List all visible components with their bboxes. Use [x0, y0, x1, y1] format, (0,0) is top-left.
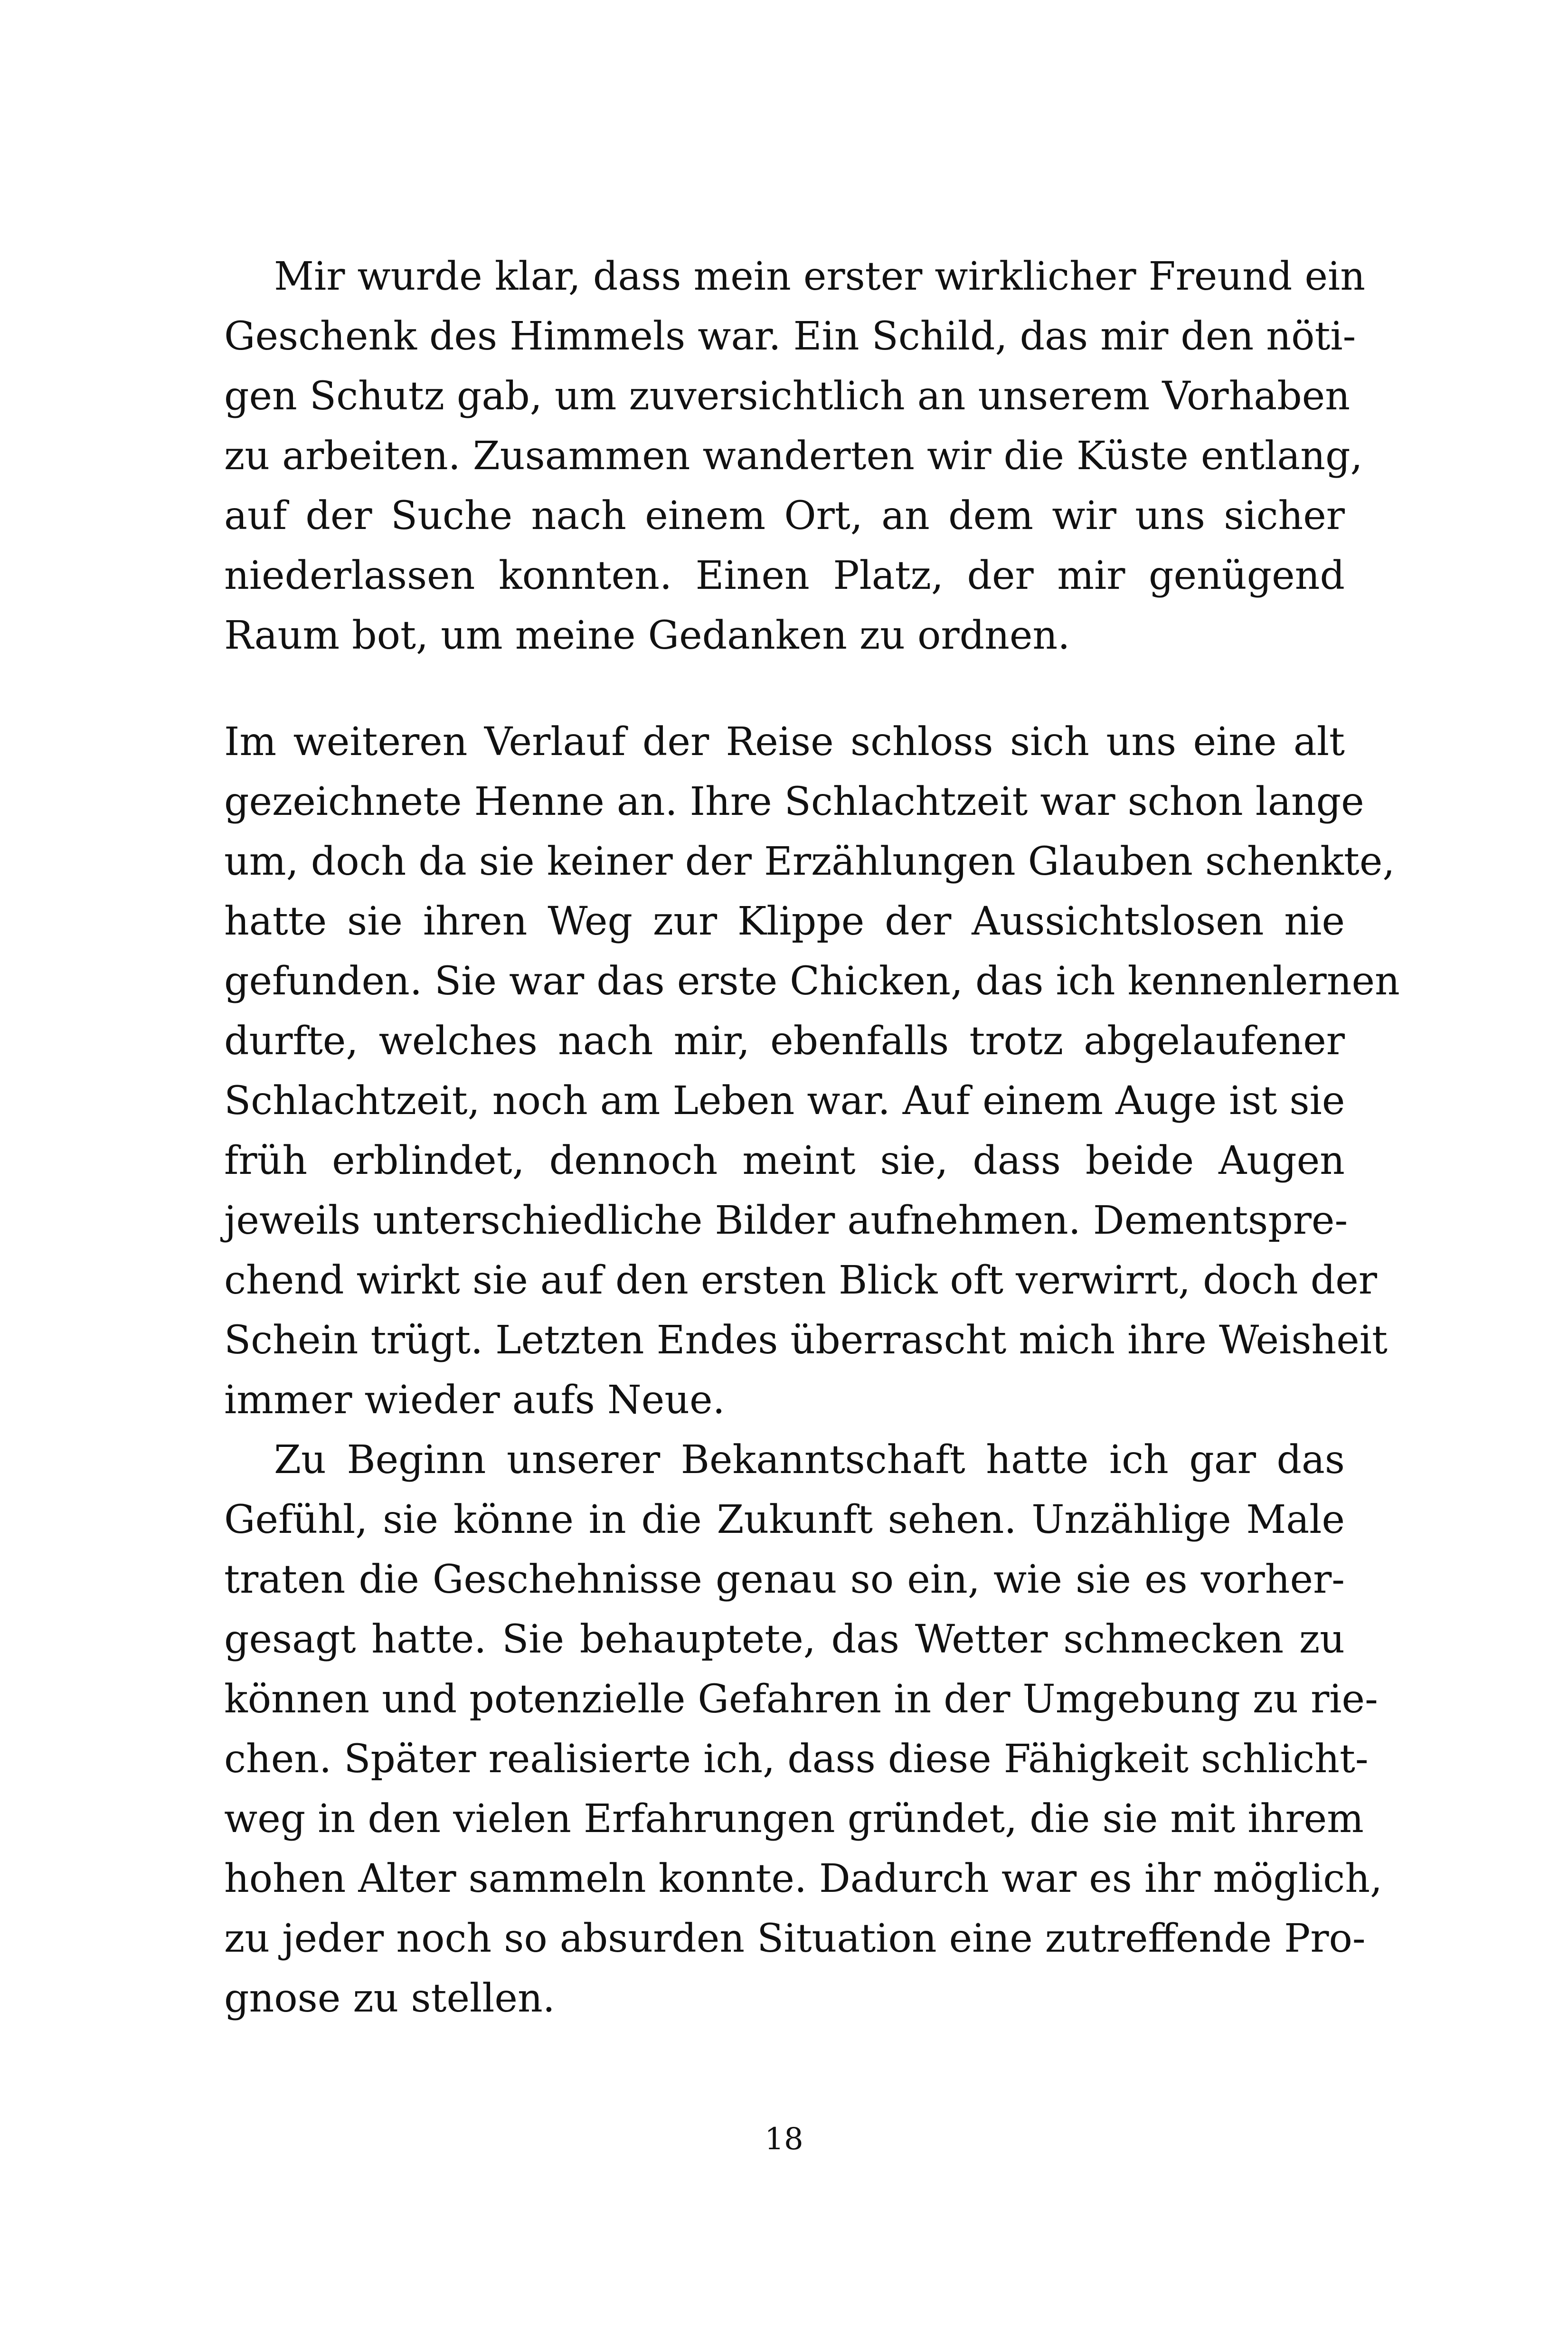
text-line: traten die Geschehnisse genau so ein, wie sie es vorher-	[224, 1557, 1345, 1602]
text-line: Im weiteren Verlauf der Reise schloss sich uns eine alt	[224, 719, 1345, 765]
text-line: Schlachtzeit, noch am Leben war. Auf einem Auge ist sie	[224, 1078, 1345, 1124]
text-line: jeweils unterschiedliche Bilder aufnehmen. Dementspre-	[224, 1198, 1348, 1243]
text-line: chen. Später realisierte ich, dass diese Fähigkeit schlicht-	[224, 1737, 1369, 1782]
text-line: hatte sie ihren Weg zur Klippe der Aussichtslosen nie	[224, 899, 1345, 944]
text-line: zu arbeiten. Zusammen wanderten wir die Küste entlang,	[224, 434, 1363, 479]
text-line: Raum bot, um meine Gedanken zu ordnen.	[224, 613, 1070, 658]
text-line: zu jeder noch so absurden Situation eine zutreffende Pro-	[224, 1916, 1366, 1961]
text-line: früh erblindet, dennoch meint sie, dass beide Augen	[224, 1138, 1345, 1183]
text-line: immer wieder aufs Neue.	[224, 1378, 725, 1423]
text-line: gefunden. Sie war das erste Chicken, das ich kennenlernen	[224, 959, 1400, 1004]
page-number: 18	[765, 2122, 803, 2157]
text-line: Gefühl, sie könne in die Zukunft sehen. Unzählige Male	[224, 1497, 1345, 1542]
text-line: gesagt hatte. Sie behauptete, das Wetter schmecken zu	[224, 1617, 1345, 1662]
text-line: Geschenk des Himmels war. Ein Schild, das mir den nöti-	[224, 314, 1356, 359]
text-line: können und potenzielle Gefahren in der Umgebung zu rie-	[224, 1677, 1378, 1722]
text-line: weg in den vielen Erfahrungen gründet, die sie mit ihrem	[224, 1796, 1364, 1842]
text-line: Zu Beginn unserer Bekanntschaft hatte ich gar das	[274, 1437, 1345, 1483]
text-line: hohen Alter sammeln konnte. Dadurch war es ihr möglich,	[224, 1856, 1383, 1901]
text-line: durfte, welches nach mir, ebenfalls trotz abgelaufener	[224, 1019, 1345, 1064]
text-line: gen Schutz gab, um zuversichtlich an unserem Vorhaben	[224, 374, 1351, 419]
text-line: niederlassen konnten. Einen Platz, der mir genügend	[224, 553, 1345, 598]
text-line: um, doch da sie keiner der Erzählungen Glauben schenkte,	[224, 839, 1395, 884]
text-line: chend wirkt sie auf den ersten Blick oft verwirrt, doch der	[224, 1258, 1377, 1303]
text-line: gezeichnete Henne an. Ihre Schlachtzeit war schon lange	[224, 779, 1364, 824]
text-line: auf der Suche nach einem Ort, an dem wir uns sicher	[224, 493, 1345, 538]
text-line: Schein trügt. Letzten Endes überrascht mich ihre Weisheit	[224, 1318, 1388, 1363]
text-line: Mir wurde klar, dass mein erster wirklicher Freund ein	[274, 254, 1366, 299]
text-line: gnose zu stellen.	[224, 1976, 555, 2021]
